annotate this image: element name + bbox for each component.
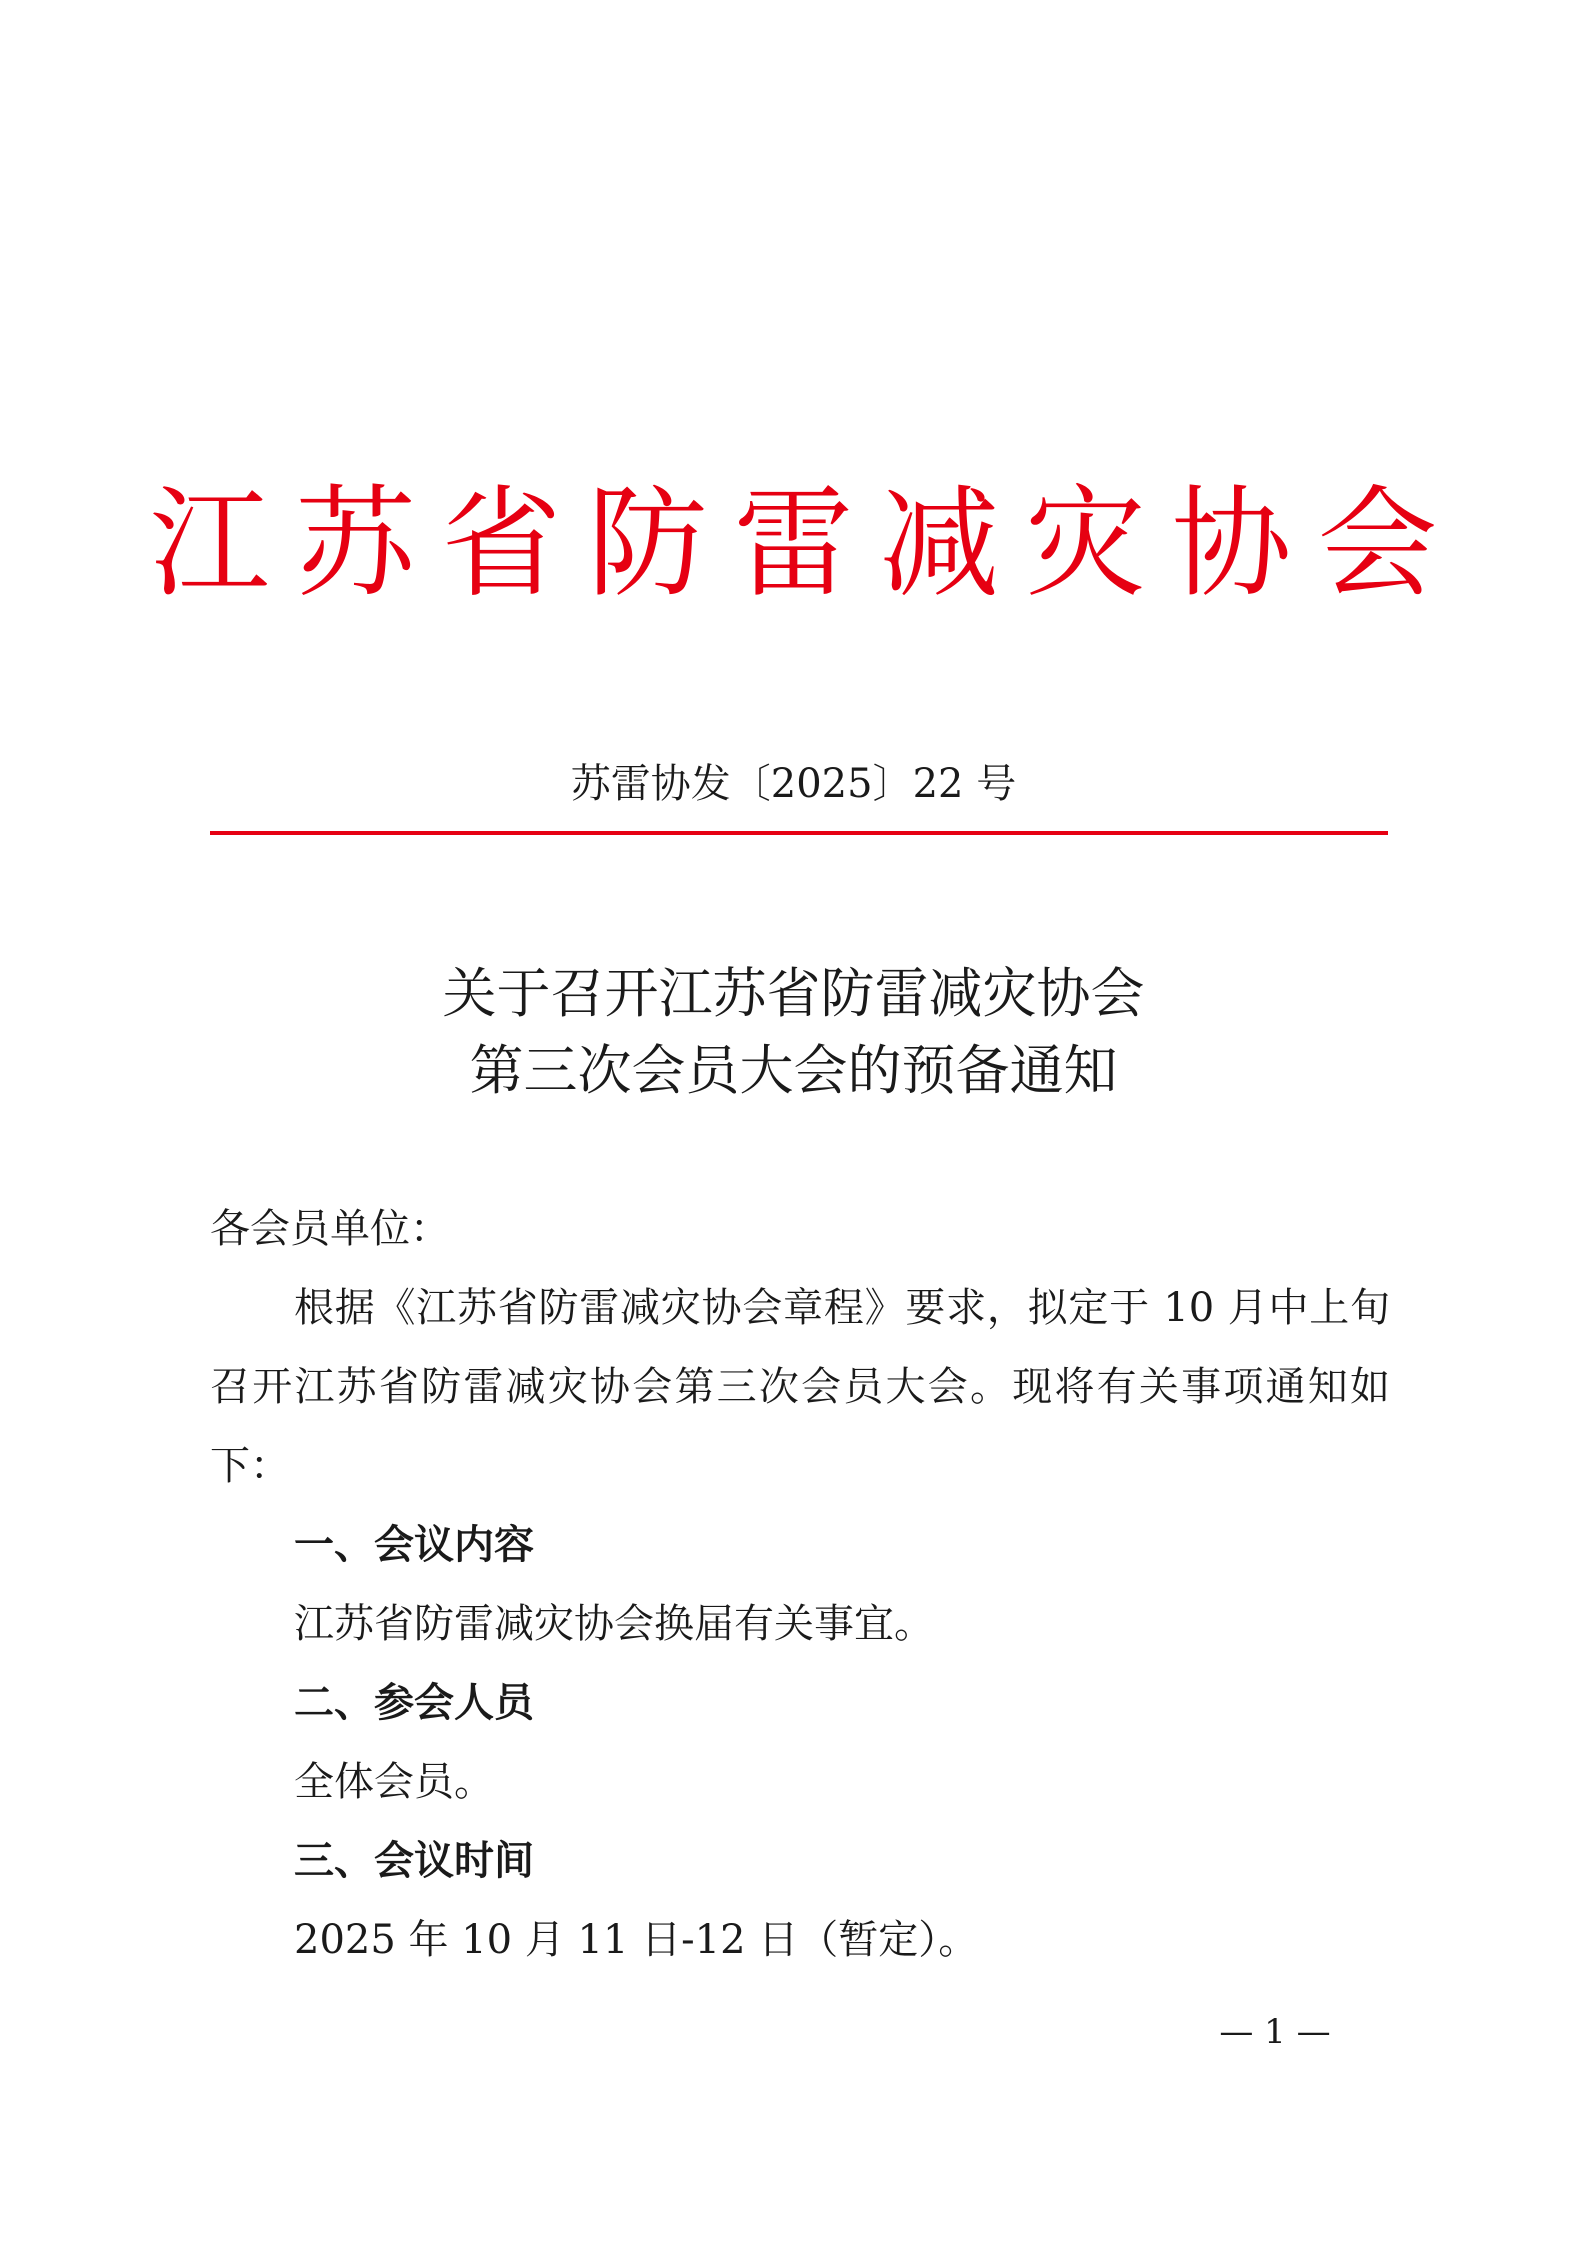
section-3-text: 2025 年 10 月 11 日-12 日（暂定）。 [294,1917,979,1963]
title-line-1: 关于召开江苏省防雷减灾协会 [442,962,1145,1025]
intro-paragraph-line-2: 召开江苏省防雷减灾协会第三次会员大会。现将有关事项通知如 [210,1364,1390,1410]
section-3-heading: 三、会议时间 [294,1838,534,1884]
salutation: 各会员单位： [210,1206,450,1252]
title-line-2: 第三次会员大会的预备通知 [469,1039,1118,1102]
section-2-text: 全体会员。 [294,1759,494,1805]
red-divider-line [210,831,1388,835]
section-2-heading: 二、参会人员 [294,1680,534,1726]
intro-paragraph-line-1: 根据《江苏省防雷减灾协会章程》要求，拟定于 10 月中上旬 [294,1285,1390,1331]
section-1-text: 江苏省防雷减灾协会换届有关事宜。 [294,1601,934,1647]
document-title [0,955,1587,1109]
intro-paragraph-line-3: 下： [210,1443,290,1489]
document-number: 苏雷协发〔2025〕22 号 [570,761,1017,807]
document-body [210,1190,1390,1980]
page-number: — 1 — [1219,2012,1331,2052]
organization-header: 江苏省防雷减灾协会 [149,475,1464,614]
section-1-heading: 一、会议内容 [294,1522,534,1568]
